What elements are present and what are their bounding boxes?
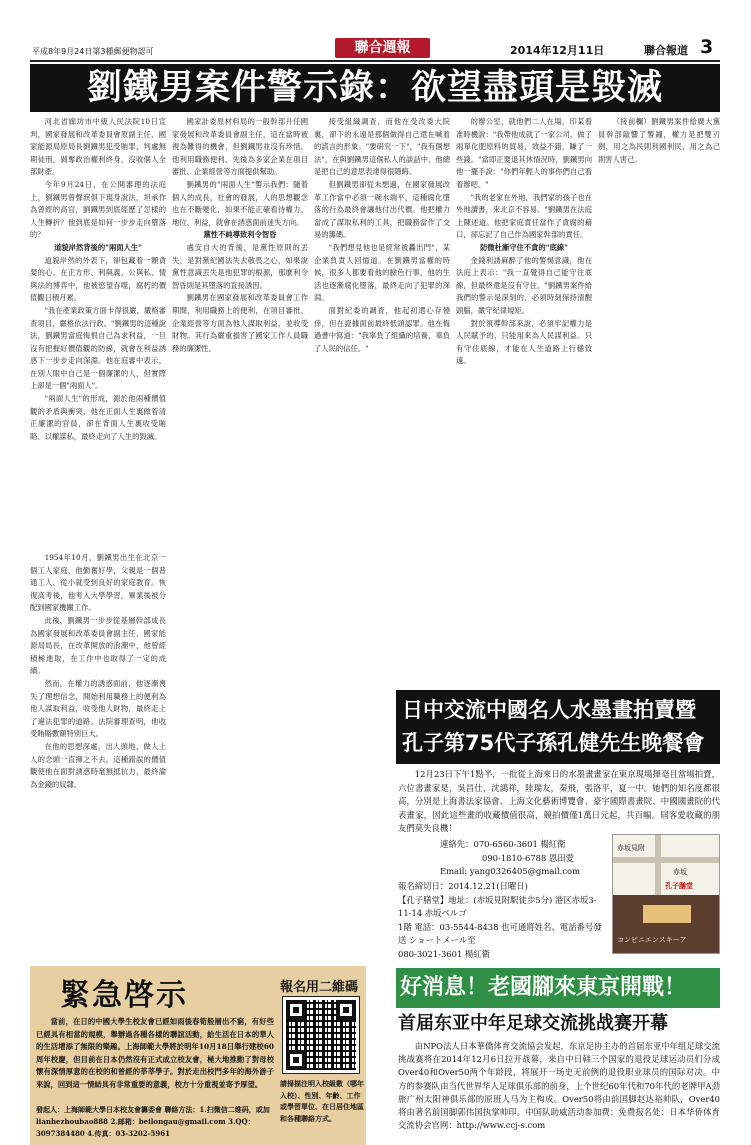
exhibit-contacts	[440, 838, 610, 879]
map-label: 赤坂見附	[617, 844, 645, 852]
map-road	[613, 857, 720, 863]
map-road	[655, 835, 661, 895]
subheading: 黨性不純導致利令智昏	[203, 230, 277, 240]
paragraph: 劉鐵男在國家發展和改革委員會工作期間，利用職務上的便利，在項目審批、企業經營等方面為他人謀取利益，並收受財物。其行為嚴重損害了國家工作人員職務的廉潔性。	[172, 293, 308, 353]
paragraph: 今年9月24日，在公開審理的法庭上，劉鐵男曾聲淚俱下現身說法，坦承作為曾經的高官，劉鐵男到底經歷了怎樣的人生轉折？他到底是如何一步步走向墮落的？	[30, 179, 166, 240]
page-number: 3	[700, 36, 714, 58]
restaurant-sign	[643, 905, 691, 923]
main-headline: 劉鐵男案件警示錄：欲望盡頭是毀滅	[30, 64, 720, 112]
issue-date: 2014年12月11日	[510, 44, 605, 57]
exhibit-details	[398, 880, 608, 961]
map-label: 孔子膳堂	[665, 882, 693, 890]
postal-permit-note: 平成8年9月24日第3種郵便物認可	[32, 47, 154, 56]
exhibit-ad-title	[396, 690, 720, 764]
paragraph: 國家計委原材料局的一般幹部升任國家發展和改革委員會副主任，這在當時被視為難得的機會，但劉鐵男並沒有珍惜。他利用職務便利，先後為多家企業在項目審批、企業經營等方面提供幫助。	[172, 117, 308, 177]
contact-line: 連絡先：070-6560-3601 楊紅衛	[440, 839, 566, 849]
paragraph: 道貌岸然的外表下，卻包藏着一顆貪婪的心。在正方形、利與義、公與私、情與法的博弈中，他被慾望吞噬，腐朽的價值觀日積月累。	[30, 255, 166, 303]
paragraph: 然而，在權力的誘惑面前，他逐漸喪失了理想信念，開始利用職務上的便利為他人謀取利益，收受他人財物，最終走上了違法犯罪的道路。法院審理查明，他收受賄賂數額特別巨大。	[30, 678, 166, 739]
paragraph: 處安自大的背後，是黨性原則的丟失，是對黨紀國法失去敬畏之心，如果說黨性意識丟失是他犯罪的根源，那麼利令智昏則是其墮落的直接誘因。	[172, 242, 308, 290]
detail-line: 080-3021-3601 楊紅衛	[398, 948, 491, 959]
exhibit-ad-body: 12月23日下午1點半，一批從上海來日的水墨畫畫家在東京現場揮毫且當場拍賣，六位書畫家是，吳昌仕，沈鴻祥，陸瑞友，秦飛，張洛平，夏一中。她們的知名度都很高，分別是上海書法家協會、上海文化藝術博覽會、豪宇國際書畫院、中國國畫院的代表畫家，因此這些畫的收藏價值很高，競拍價僅1萬日元起，共百幅。屆客愛收藏的朋友們莫失良機！	[398, 769, 720, 833]
enrollment-ad-title: 緊急啓示	[60, 978, 188, 1013]
paragraph: 劉鐵男的"兩面人生"警示我們：隨着個人的成長，社會的發展，人的思想觀念也在不斷變化，如果不能正確看待權力、地位、利益，就會在誘惑面前迷失方向。	[172, 179, 308, 227]
paragraph: 1954年10月，劉鐵男出生在北京一個工人家庭，他勤奮好學，父親是一個普通工人，從小就受到良好的家庭教育。恢復高考後，他考入大學學習，畢業後被分配到國家機關工作。	[30, 553, 166, 613]
qr-code[interactable]	[282, 996, 360, 1074]
article-column-5	[456, 116, 592, 686]
contact-line: 090-1810-6788 恩田愛	[482, 852, 575, 863]
paragraph: 對於領導幹部來說，必須牢記權力是人民賦予的，只能用來為人民謀利益。只有守住底線，才能在人生道路上行穩致遠。	[456, 318, 592, 366]
restaurant-photo	[613, 895, 720, 954]
article-column-1	[30, 116, 166, 550]
enrollment-ad	[30, 966, 366, 1145]
paragraph: （接前欄）劉鐵男案件給廣大黨員幹部敲響了警鐘，權力是把雙刃劍，用之為民則利國利民，用之為己則害人害己。	[598, 117, 720, 164]
detail-line: 1階 電話：03-5544-8438 也可通將姓名、電話番号發送 ショートメール至	[398, 921, 602, 945]
football-ad-subtitle: 首届东亚中年足球交流挑战赛开幕	[398, 1013, 668, 1034]
paragraph: "兩面人生"的形成，源於他兩種價值觀的矛盾與衝突，他在正面人生裏做着清正廉潔的官員，卻在背面人生裏收受賄賂、以權謀私，最終走向了人生的毀滅。	[30, 394, 166, 441]
paragraph: 金錢利誘麻醉了他的警惕意識，他在法庭上表示："我一直覺得自己能守住底線，但最終還是沒有守住。"劉鐵男案件給我們的警示是深刻的，必須時刻保持清醒頭腦，嚴守紀律規矩。	[456, 255, 592, 315]
subheading: 道貌岸然背後的"兩面人生"	[54, 242, 142, 252]
football-ad-body: 由NPO法人日本華僑体育交流協会发起，东京足协主办的首届东亚中年组足球交流挑战赛将在2014年12月6日拉开战幕，来自中日韩三个国家的退役足球运动员们分成Over40和Over50两个年龄段，将展开一场史无前例的退役职业球员的国际对决。中方的参赛队由当代世界华人足球俱乐部的前身，上个世纪60年代和70年代的老牌甲A劲旅广州太阳神俱乐部的原班人马为主构成。Over50将由前国脚赵达裕帅队，Over40将由著名前国脚郭伟国执掌帅印。中国队助威活动参加费：免费报名处：日本华侨体育交流协会官网：http://www.ccj-s.com	[398, 1041, 720, 1131]
paragraph: "我在產業政策方面卡得很嚴，嚴格審查項目，嚴格依法行政。"劉鐵男的這種說法，劉鐵男當庭悔恨自己為求利益，一旦沒有把握好價值觀的防線，就會在利益誘惑下一步步走向深淵。他在庭審中表示，在別人眼中自己是一個廉潔的人，但實際上卻是一個"兩面人"。	[30, 305, 166, 391]
qr-instruction: 請掃描注明入校級數（哪年入校）、性別、年齡、工作或學習單位、在日居住地區和各種聯絡方式。	[280, 1079, 364, 1123]
detail-line: 報名締切日：2014.12.21(日曜日)	[398, 881, 528, 891]
paragraph: 接受組織調查，而他在受改委大院裏，卻下的永遠是那個做得自己還在喊着的謊言的形象。"要研究一下"，"我有個想法"，在與劉鐵男這個私人的談話中，他總是把自己的意思表達得很隱晦。	[314, 117, 450, 177]
paragraph: 此後，劉鐵男一步步從基層幹部成長為國家發展和改革委員會副主任、國家能源局局長，在改革開放的浪潮中，他曾經積極進取，在工作中也取得了一定的成績。	[30, 615, 166, 676]
article-column-6	[598, 116, 720, 686]
paragraph: 在他的思想深處，出人頭地、做人上人的念頭一直揮之不去，這種錯誤的價值觀使他在面對誘惑時毫無抵抗力，最終淪為金錢的奴隸。	[30, 741, 166, 789]
paragraph: 面對紀委的調查，他起初還心存僥倖，但在證據面前最終低頭認罪。他在悔過書中寫道："我辜負了組織的培養，辜負了人民的信任。"	[314, 305, 450, 353]
enrollment-ad-body: 當前，在日的中國大學生校友會已經如雨後春筍般層出不窮，有好些已經具有相當的規模，舉辦過各種各樣的聯誼活動，給生活在日本的華人的生活增添了無限的樂趣。上海師範大學將於明年10月18日舉行建校60周年校慶，但目前在日本仍然沒有正式成立校友會，極大地推動了對母校懷有深情厚意的在校的和曾經的莘莘學子。對於走出校門多年的海外游子來說，回到這一情結具有非常重要的意義，校方十分重視並寄予厚望。	[36, 1017, 274, 1089]
page-header	[30, 38, 720, 62]
masthead-logo: 聯合週報	[335, 38, 430, 58]
qr-finder	[336, 1000, 356, 1020]
paragraph: "我們想見他也是經常被轟出門"，某企業負責人回憶道。在劉鐵男當權的時候，很多人都要看他的臉色行事，他的生活也逐漸腐化墮落，最終走向了犯罪的深淵。	[314, 242, 450, 303]
map-label: 赤坂	[673, 868, 687, 876]
paragraph: 的辦公室，就他們二人在場，印某看准時機說："我帶他成就了一家公司，做了兩單化肥原料的貿易，效益不錯，賺了一些錢。"當即正要退其休情況時，劉鐵男向他一擺手說："你們年輕人的事你們自己看着辦吧。"	[456, 117, 592, 189]
exhibit-title-line-1: 日中交流中國名人水墨畫拍賣暨	[402, 698, 696, 722]
subheading: 防微杜漸守住不貪的"底線"	[480, 242, 568, 252]
qr-finder	[286, 1050, 306, 1070]
detail-line: 【孔子膳堂】地址：(赤坂見附駅徒歩5分) 港区赤坂3-11-14 赤坂ベルゴ	[398, 894, 597, 918]
paragraph: "我的老家在外地，我們家的孩子也在外地讀書，來北京不容易。"劉鐵男在法庭上陳述道。他把家庭責任當作了貪腐的藉口，卻忘記了自己作為國家幹部的責任。	[456, 192, 592, 240]
football-ad-title: 好消息！老國腳來東京開戰！	[396, 968, 720, 1008]
qr-code-label: 報名用二維碼	[280, 980, 359, 995]
article-column-3	[172, 116, 308, 962]
exhibit-title-line-2: 孔子第75代子孫孔健先生晚餐會	[402, 731, 705, 755]
enrollment-contacts: 發起人：上海師範大學日本校友會籌委會 聯絡方法：1.扫微信二维码，或加 lianhezhoubao888 2.邮箱：beilongau@gmail.com 3.QQ：3097384480 4.传真：03-3202-5961	[36, 1105, 270, 1138]
map-label: コンビニエンスキーア	[617, 936, 687, 944]
article-column-2	[30, 552, 166, 962]
paragraph: 但劉鐵男卻從未想過，在國家發展改革工作當中必須一碗水端平，這種腐化墮落的行為最終會讓他付出代價。他把權力當成了謀取私利的工具，把職務當作了交易的籌碼。	[314, 179, 450, 240]
qr-code-pattern	[286, 1000, 356, 1070]
section-name: 聯合報道	[644, 44, 688, 57]
paragraph: 河北省廊坊市中級人民法院10日宣判，國家發展和改革委員會原副主任、國家能源局原局長劉鐵男犯受賄罪，判處無期徒刑，剝奪政治權利終身，沒收個人全部財產。	[30, 117, 166, 177]
contact-email[interactable]: Email: yang0326405@gmail.com	[440, 866, 581, 876]
qr-finder	[286, 1000, 306, 1020]
exhibit-location-map	[612, 834, 720, 954]
